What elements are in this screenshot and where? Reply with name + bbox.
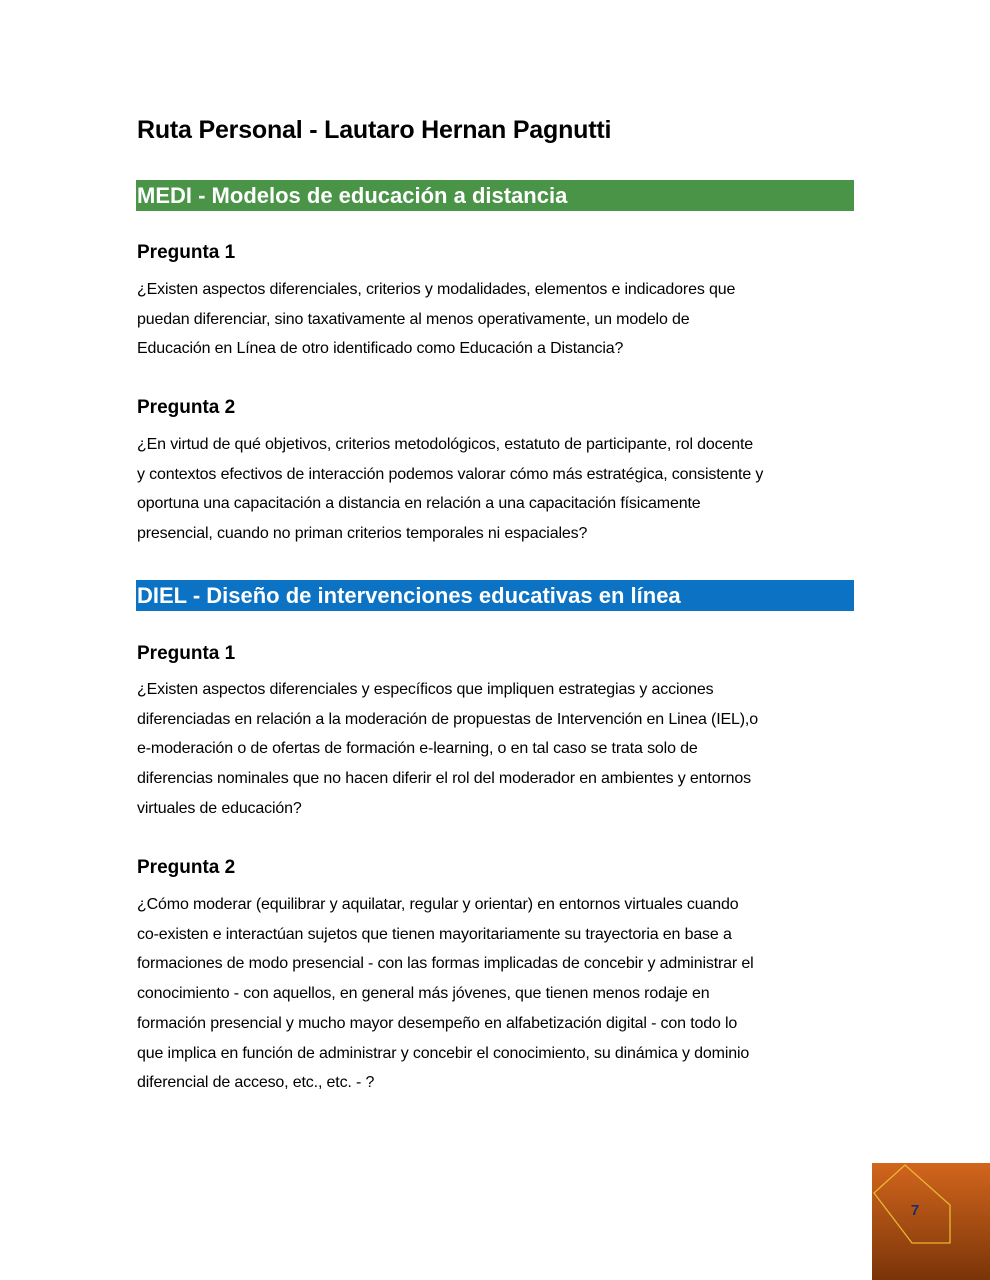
question-text (137, 890, 853, 1098)
text-line: y contextos efectivos de interacción podemos valorar cómo más estratégica, consistente y (137, 465, 764, 483)
page-badge (872, 1163, 990, 1280)
text-line: co-existen e interactúan sujetos que tienen mayoritariamente su trayectoria en base a (137, 925, 732, 943)
section-heading-diel: DIEL - Diseño de intervenciones educativas en línea (136, 580, 854, 611)
text-line: ¿Existen aspectos diferenciales y específicos que impliquen estrategias y acciones (137, 681, 714, 698)
page-title: Ruta Personal - Lautaro Hernan Pagnutti (137, 116, 612, 144)
text-line: ¿Existen aspectos diferenciales, criterios y modalidades, elementos e indicadores que (137, 281, 736, 298)
text-line: formaciones de modo presencial - con las formas implicadas de concebir y administrar el (137, 955, 754, 973)
question-text (137, 675, 853, 824)
text-line: e-moderación o de ofertas de formación e-learning, o en tal caso se trata solo de (137, 740, 698, 758)
question-heading: Pregunta 2 (137, 397, 236, 418)
text-line: diferenciadas en relación a la moderación de propuestas de Intervención en Linea (IEL),o (137, 710, 758, 728)
pentagon-outline-icon (872, 1163, 990, 1280)
text-line: ¿En virtud de qué objetivos, criterios metodológicos, estatuto de participante, rol docente (137, 436, 754, 453)
question-heading: Pregunta 1 (137, 242, 236, 263)
text-line: que implica en función de administrar y concebir el conocimiento, su dinámica y dominio (137, 1044, 750, 1062)
text-line: puedan diferenciar, sino taxativamente al menos operativamente, un modelo de (137, 310, 690, 328)
text-line: ¿Cómo moderar (equilibrar y aquilatar, regular y orientar) en entornos virtuales cuando (137, 896, 739, 913)
text-line: virtuales de educación? (137, 799, 302, 817)
question-heading: Pregunta 1 (137, 643, 236, 664)
text-line: formación presencial y mucho mayor desempeño en alfabetización digital - con todo lo (137, 1014, 738, 1032)
text-line: presencial, cuando no priman criterios temporales ni espaciales? (137, 525, 588, 543)
text-line: Educación en Línea de otro identificado como Educación a Distancia? (137, 340, 624, 358)
question-text (137, 430, 853, 549)
question-heading: Pregunta 2 (137, 857, 236, 878)
text-line: conocimiento - con aquellos, en general más jóvenes, que tienen menos rodaje en (137, 985, 710, 1003)
text-line: diferencias nominales que no hacen diferir el rol del moderador en ambientes y entornos (137, 770, 751, 788)
text-line: oportuna una capacitación a distancia en relación a una capacitación físicamente (137, 495, 701, 513)
text-line: diferencial de acceso, etc., etc. - ? (137, 1074, 375, 1092)
question-text (137, 275, 853, 364)
page-number: 7 (910, 1202, 920, 1219)
section-heading-medi: MEDI - Modelos de educación a distancia (136, 180, 854, 211)
